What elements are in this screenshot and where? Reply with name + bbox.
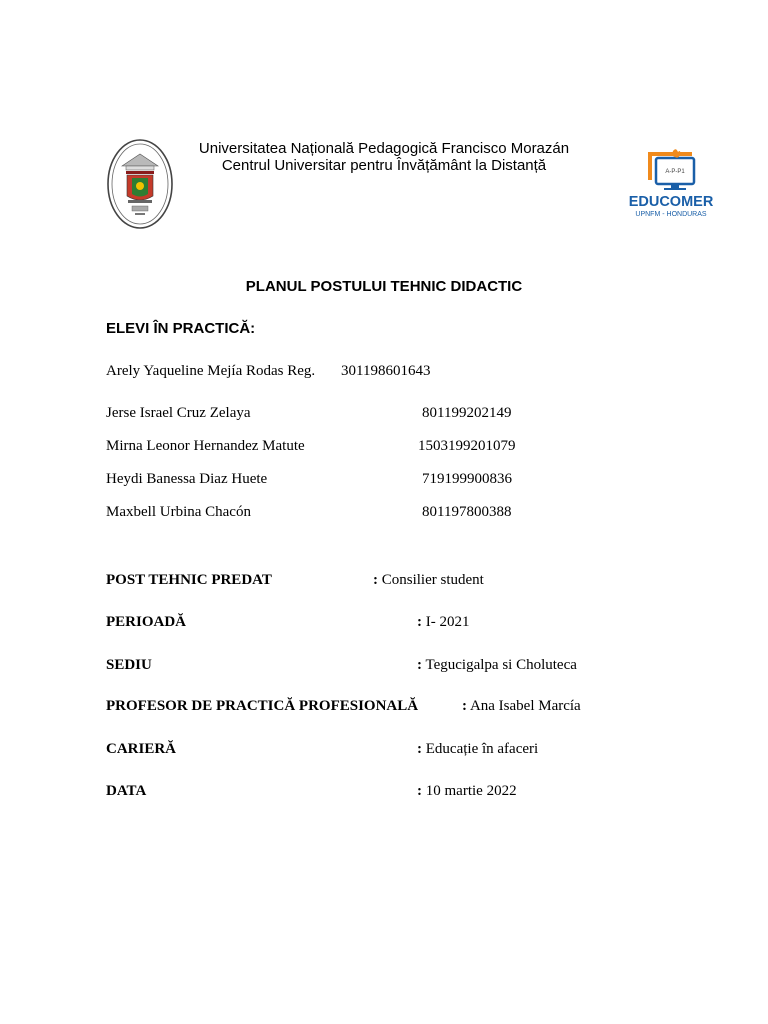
- page-title: PLANUL POSTULUI TEHNIC DIDACTIC: [245, 278, 523, 295]
- field-label: CARIERĂ: [106, 741, 177, 757]
- field-colon: :: [462, 698, 467, 714]
- field-label: POST TEHNIC PREDAT: [106, 572, 272, 588]
- field-colon: :: [417, 741, 422, 757]
- educomer-logo-icon: [628, 148, 714, 220]
- educomer-name: EDUCOMER: [628, 194, 714, 210]
- field-value: 10 martie 2022: [425, 783, 517, 799]
- student-name: Jerse Israel Cruz Zelaya: [106, 405, 251, 421]
- field-value: Consilier student: [381, 572, 484, 588]
- field-value: Tegucigalpa si Choluteca: [425, 657, 577, 673]
- educomer-sub: UPNFM - HONDURAS: [635, 211, 707, 218]
- field-value: I- 2021: [425, 614, 470, 630]
- student-reg: 801197800388: [422, 504, 512, 520]
- field-label: PERIOADĂ: [106, 614, 187, 630]
- field-label: DATA: [106, 783, 147, 799]
- student-reg: 1503199201079: [418, 438, 516, 454]
- center-name: Centrul Universitar pentru Învățământ la Distanță: [221, 157, 547, 174]
- field-label: SEDIU: [106, 657, 152, 673]
- institution-header: [180, 140, 588, 174]
- educomer-badge: A-P-P1: [665, 169, 685, 175]
- field-colon: :: [417, 783, 422, 799]
- field-colon: :: [373, 572, 378, 588]
- student-name: Maxbell Urbina Chacón: [106, 504, 251, 520]
- field-label: PROFESOR DE PRACTICĂ PROFESIONALĂ: [106, 698, 419, 714]
- university-name: Universitatea Națională Pedagogică Francisco Morazán: [198, 140, 570, 157]
- student-name: Mirna Leonor Hernandez Matute: [106, 438, 305, 454]
- student-reg: 801199202149: [422, 405, 512, 421]
- field-value: Educație în afaceri: [425, 741, 539, 757]
- field-value: Ana Isabel Marcía: [469, 698, 581, 714]
- student-reg: 719199900836: [422, 471, 512, 487]
- student-name: Arely Yaqueline Mejía Rodas Reg.: [106, 363, 316, 379]
- field-colon: :: [417, 614, 422, 630]
- students-heading: ELEVI ÎN PRACTICĂ:: [106, 320, 256, 337]
- field-colon: :: [417, 657, 422, 673]
- student-name: Heydi Banessa Diaz Huete: [106, 471, 268, 487]
- student-reg: 301198601643: [341, 363, 431, 379]
- university-seal-icon: [106, 138, 174, 230]
